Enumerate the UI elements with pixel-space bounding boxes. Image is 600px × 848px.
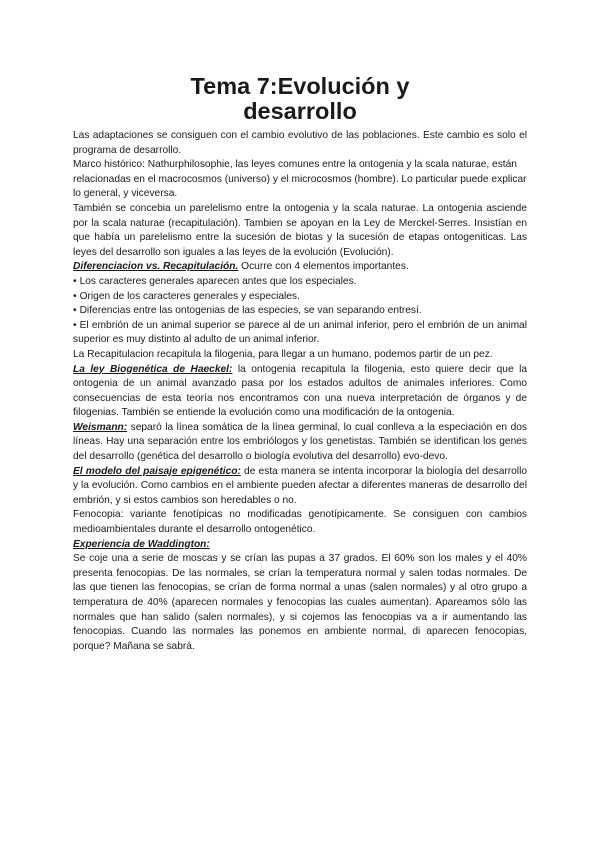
heading-haeckel: La ley Biogenética de Haeckel: <box>73 363 233 375</box>
page-title <box>0 74 600 124</box>
title-line-2: desarrollo <box>243 98 357 124</box>
document-body <box>73 129 527 654</box>
heading-weismann: Weismann: <box>73 421 128 433</box>
paragraph-haeckel <box>73 363 527 421</box>
paragraph-paralelismo: También se concebia un parelelismo entre la ontogenia y la scala naturae. La ontogenia asciende por la scala naturae (recapitulación). Tambien se apoyan en la Ley de Merckel-Serres. Insistían en que había un parelelismo entre la sucesión de biotas y la sucesión de etapas ontogeniticas. Las leyes del desarrollo son iguales a las leyes de la evolución (Evolución). <box>73 202 527 258</box>
heading-paisaje-epigenetico: El modelo del paisaje epigenético: <box>73 465 241 477</box>
title-line-1: Tema 7:Evolución y <box>190 73 410 99</box>
diferenciacion-text: Ocurre con 4 elementos importantes. <box>238 261 409 273</box>
paragraph-weismann <box>73 421 527 465</box>
paragraph-paisaje-epigenetico <box>73 465 527 509</box>
heading-waddington: Experiencia de Waddington: <box>73 538 210 550</box>
paisaje-text: de esta manera se intenta incorporar la biología del desarrollo y la evolución. Como cambios en el ambiente pueden afectar a diferentes maneras de desarrollo del embrión, y si estos cambios son heredables o no. <box>73 465 527 506</box>
bullet-item: • Diferencias entre las ontogenias de las especies, se van separando entresí. <box>73 304 527 319</box>
paragraph-waddington-heading <box>73 538 527 553</box>
paragraph-fenocopia: Fenocopia: variante fenotípicas no modificadas genotípicamente. Se consiguen con cambios medioambientales durante el desarrollo ontogenético. <box>73 509 527 536</box>
paragraph-adaptaciones: Las adaptaciones se consiguen con el cambio evolutivo de las poblaciones. Este cambio es solo el programa de desarrollo. <box>73 130 527 156</box>
heading-diferenciacion: Diferenciacion vs. Recapitulación. <box>73 261 239 273</box>
bullet-item: • Origen de los caracteres generales y especiales. <box>73 290 527 305</box>
haeckel-text: la ontogenia recapitula la filogenia, esto quiere decir que la ontogenia de un animal avanzado pasa por los estados adultos de animales inferiores. Como consecuencias de esta teoría nos encontramos con una nueva interpretación de órganos y de filogenias. También se entiende la evolución como una modificación de la ontogenia. <box>73 363 528 419</box>
bullet-item: • Los caracteres generales aparecen antes que los especiales. <box>73 275 527 290</box>
paragraph-diferenciacion <box>73 260 527 275</box>
paragraph-recapitulacion: La Recapitulacion recapitula la filogenia, para llegar a un humano, podemos partir de un pez. <box>73 348 493 360</box>
paragraph-marco-historico: Marco histórico: Nathurphilosophie, las leyes comunes entre la ontogenia y la scala naturae, están relacionadas en el macrocosmos (universo) y el microcosmos (hombre). Lo particular puede explicar lo general, y viceversa. <box>73 159 527 200</box>
bullet-item: • El embrión de un animal superior se parece al de un animal inferior, pero el embrión de un animal superior es muy distinto al adulto de un animal inferior. <box>73 319 527 348</box>
weismann-text: separó la línea somática de la línea germinal, lo cual conlleva a la especiación en dos líneas. Hay una separación entre los embriólogos y los genetistas. También se identifican los genes del desarrollo (genética del desarrollo o biología evolutiva del desarrollo) evo-devo. <box>73 421 527 463</box>
paragraph-waddington: Se coje una a serie de moscas y se crían las pupas a 37 grados. El 60% son los males y el 40% presenta fenocopias. De las normales, se crían la temperatura normal y salen todas normales. De las que tienen las fenocopias, se crían de forma normal a unas (salen normales) y al otro grupo a temperatura de 40% (aparecen normales y fenocopias las cuales aumentan). Apareamos sólo las normales que han salido (salen normales), y si cojemos las fenocopias va a ir aumentando las fenocopias. Cuando las normales las ponemos en ambiente normal, di aparecen fenocopias, porque? Mañana se sabrá. <box>73 553 527 652</box>
